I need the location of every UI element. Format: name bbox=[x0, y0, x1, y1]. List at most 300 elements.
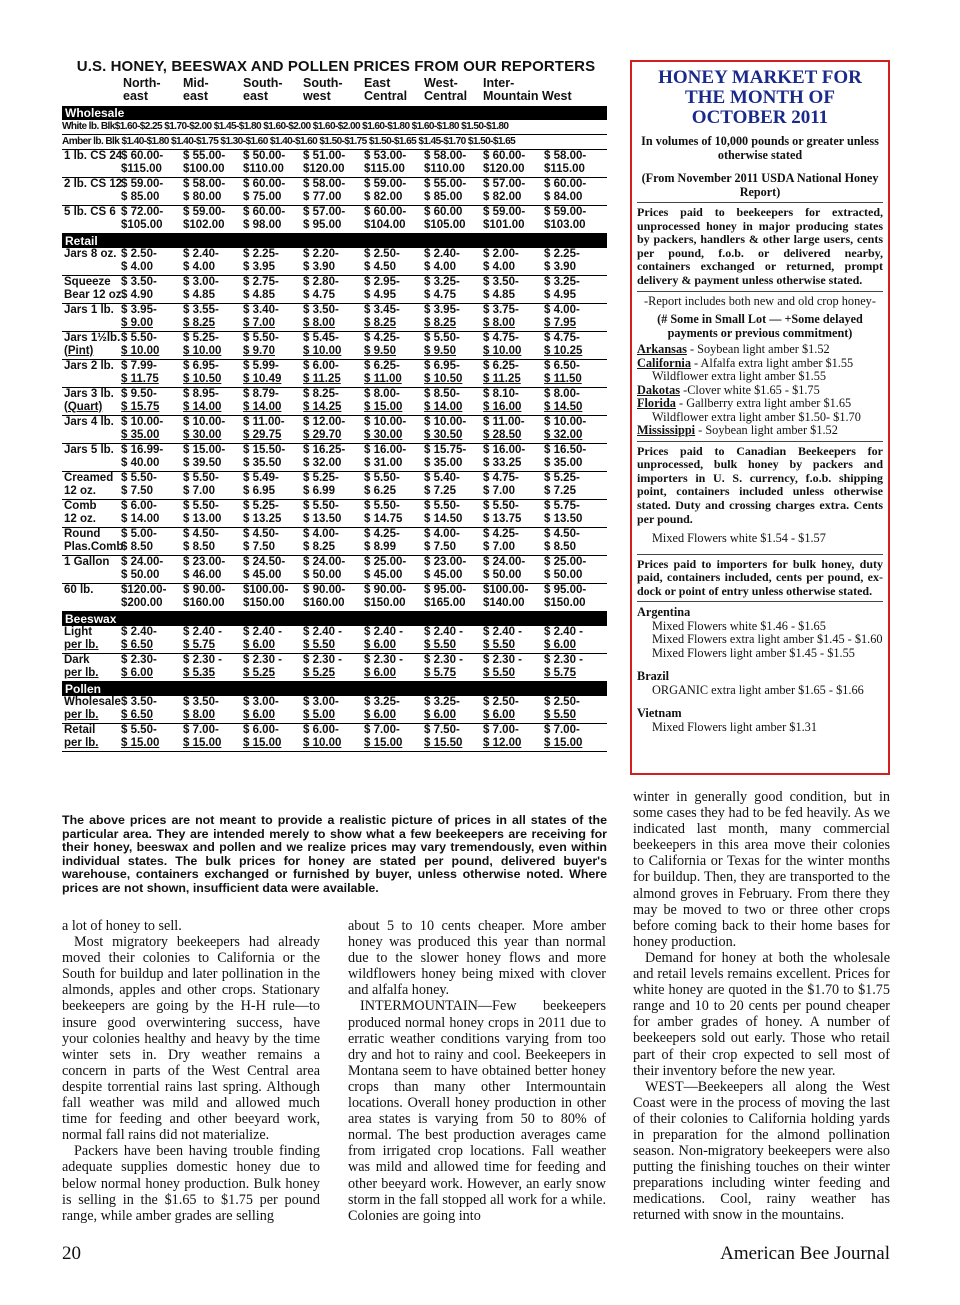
price-value: $110.00 bbox=[424, 162, 465, 175]
price-value: $ 59.00- bbox=[483, 206, 526, 218]
price-cell bbox=[483, 696, 519, 721]
price-value: $ 82.00 bbox=[483, 190, 522, 203]
price-value: $ 23.00- bbox=[424, 556, 467, 568]
price-value: $ 59.00- bbox=[121, 178, 164, 190]
table-row bbox=[62, 248, 607, 276]
price-value: $ 2.40 - bbox=[483, 626, 522, 638]
price-cell bbox=[424, 332, 460, 357]
region-header bbox=[183, 77, 209, 103]
table-row bbox=[62, 150, 607, 178]
price-value: $160.00 bbox=[183, 596, 225, 609]
price-cell bbox=[183, 416, 225, 441]
price-cell bbox=[121, 178, 163, 203]
price-value: $ 6.95- bbox=[183, 360, 219, 372]
price-cell bbox=[364, 248, 400, 273]
price-value: $ 5.50- bbox=[424, 500, 460, 512]
price-value: $ 5.50- bbox=[364, 500, 400, 512]
price-cell bbox=[424, 178, 466, 203]
price-cell bbox=[121, 388, 159, 413]
price-value: $ 2.95- bbox=[364, 276, 400, 288]
region-header bbox=[424, 77, 467, 103]
section-header-retail: Retail bbox=[62, 234, 607, 248]
row-label bbox=[64, 472, 113, 497]
price-value: $ 5.50- bbox=[243, 332, 279, 344]
row-label-line: Jars 8 oz. bbox=[64, 248, 117, 260]
price-value: $ 2.50- bbox=[483, 696, 519, 708]
price-cell bbox=[483, 276, 519, 301]
price-cell bbox=[183, 528, 219, 553]
row-label-line: Wholesale bbox=[64, 696, 121, 708]
price-value: $ 5.40- bbox=[424, 472, 460, 484]
price-value: $ 3.00- bbox=[243, 696, 279, 708]
price-cell bbox=[424, 150, 466, 175]
price-value: $ 60.00- bbox=[544, 178, 587, 190]
price-table bbox=[62, 106, 607, 752]
market-state-entry bbox=[637, 384, 883, 398]
price-value: $ 60.00- bbox=[121, 150, 164, 162]
price-cell bbox=[424, 500, 462, 525]
price-value: $ 2.75- bbox=[243, 276, 279, 288]
price-cell bbox=[544, 472, 580, 497]
row-label-line: 12 oz. bbox=[64, 484, 96, 497]
price-value: $ 6.95- bbox=[424, 360, 460, 372]
price-value: $ 60.00- bbox=[483, 150, 526, 162]
price-cell bbox=[544, 248, 580, 273]
price-value: $ 3.25- bbox=[424, 276, 460, 288]
price-value: $ 7.00 bbox=[183, 484, 215, 497]
price-value: $ 4.25- bbox=[364, 332, 400, 344]
price-cell bbox=[303, 556, 345, 581]
price-cell bbox=[483, 584, 528, 609]
price-value: $ 3.50- bbox=[183, 696, 219, 708]
price-cell bbox=[243, 472, 279, 497]
price-value: $ 6.00 bbox=[483, 708, 515, 721]
price-value: $ 14.50 bbox=[544, 400, 583, 413]
section-header-wholesale: Wholesale bbox=[62, 106, 607, 120]
state-price: Wildflower extra light amber $1.50- $1.70 bbox=[652, 409, 861, 424]
price-value: $104.00 bbox=[364, 218, 406, 231]
price-value: $ 35.50 bbox=[243, 456, 282, 469]
price-value: $ 33.25 bbox=[483, 456, 522, 469]
price-value: $ 4.00 bbox=[483, 260, 515, 273]
price-value: $ 8.95- bbox=[183, 388, 219, 400]
row-label-line: Jars 3 lb. bbox=[64, 388, 114, 400]
price-value: $ 8.25- bbox=[303, 388, 339, 400]
price-value: $ 14.00 bbox=[121, 512, 160, 525]
price-cell bbox=[121, 654, 157, 679]
state-price: - Alfalfa extra light amber $1.55 bbox=[690, 355, 854, 370]
price-value: $ 6.00- bbox=[303, 724, 339, 736]
price-value: $ 3.90 bbox=[544, 260, 576, 273]
price-value: $ 7.00- bbox=[183, 724, 219, 736]
price-value: $ 5.45- bbox=[303, 332, 339, 344]
price-value: $ 7.00- bbox=[544, 724, 580, 736]
price-cell bbox=[364, 626, 403, 651]
market-report-note: -Report includes both new and old crop honey- bbox=[644, 293, 876, 308]
price-value: $ 5.49- bbox=[243, 472, 279, 484]
section-header-pollen: Pollen bbox=[62, 682, 607, 696]
price-value: $ 2.00- bbox=[483, 248, 519, 260]
price-cell bbox=[544, 332, 582, 357]
price-cell bbox=[544, 416, 586, 441]
price-value: $ 2.25- bbox=[243, 248, 279, 260]
price-value: $ 10.25 bbox=[544, 344, 583, 357]
row-label-line: Squeeze bbox=[64, 276, 111, 288]
price-value: $ 6.00 bbox=[364, 708, 396, 721]
price-cell bbox=[424, 206, 466, 231]
row-label-line: Jars 1½lb. bbox=[64, 332, 121, 344]
price-value: $ 5.75- bbox=[544, 500, 580, 512]
price-value: $200.00 bbox=[121, 596, 163, 609]
price-value: $115.00 bbox=[121, 162, 162, 175]
price-cell bbox=[483, 416, 525, 441]
price-value: $ 10.50 bbox=[183, 372, 222, 385]
price-cell bbox=[483, 332, 521, 357]
price-cell bbox=[544, 528, 580, 553]
price-value: $ 50.00 bbox=[303, 568, 342, 581]
price-value: $ 98.00 bbox=[243, 218, 282, 231]
price-cell bbox=[243, 654, 282, 679]
price-value: $ 6.95 bbox=[243, 484, 275, 497]
price-cell bbox=[303, 332, 341, 357]
market-importer-prices: Prices paid to importers for bulk honey, duty paid, containers included, cents per pound, ex-dock or point of entry unless otherwise stated. bbox=[637, 556, 883, 598]
price-value: $ 6.50- bbox=[544, 360, 580, 372]
price-cell bbox=[121, 584, 166, 609]
price-value: $ 2.40 - bbox=[424, 626, 463, 638]
price-value: $ 15.00 bbox=[364, 400, 403, 413]
price-value: $ 6.00 bbox=[364, 638, 396, 651]
market-state-entry bbox=[637, 411, 883, 425]
price-value: $ 14.75 bbox=[364, 512, 403, 525]
price-cell bbox=[364, 500, 402, 525]
price-value: $ 8.00- bbox=[364, 388, 400, 400]
price-cell bbox=[243, 444, 285, 469]
price-cell bbox=[544, 304, 580, 329]
region-header-line: east bbox=[183, 89, 209, 103]
price-cell bbox=[121, 360, 159, 385]
price-value: $ 6.00 bbox=[364, 666, 396, 679]
price-value: $ 29.70 bbox=[303, 428, 342, 441]
price-value: $ 5.35 bbox=[183, 666, 215, 679]
row-label-line: 12 oz. bbox=[64, 512, 96, 525]
region-header-line: east bbox=[243, 89, 269, 103]
price-value: $ 11.00 bbox=[364, 372, 402, 385]
pollen-rows bbox=[62, 696, 607, 752]
price-cell bbox=[364, 556, 406, 581]
price-cell bbox=[364, 444, 406, 469]
price-cell bbox=[364, 654, 403, 679]
price-value: $ 3.45- bbox=[364, 304, 400, 316]
price-value: $ 8.00 bbox=[483, 316, 515, 329]
price-cell bbox=[424, 304, 460, 329]
price-value: $ 15.75- bbox=[424, 444, 467, 456]
price-value: $ 16.50- bbox=[544, 444, 587, 456]
price-value: $165.00 bbox=[424, 596, 466, 609]
price-value: $ 45.00 bbox=[364, 568, 403, 581]
price-cell bbox=[364, 276, 400, 301]
price-table-title: U.S. HONEY, BEESWAX AND POLLEN PRICES FROM OUR REPORTERS bbox=[76, 58, 596, 75]
price-value: $ 11.50 bbox=[544, 372, 582, 385]
wholesale-rows bbox=[62, 150, 607, 234]
price-value: $ 23.00- bbox=[183, 556, 226, 568]
market-state-entry bbox=[637, 357, 883, 371]
region-header-line: East bbox=[364, 76, 391, 90]
price-value: $ 2.30 - bbox=[544, 654, 583, 666]
price-value: $ 3.50- bbox=[121, 276, 157, 288]
price-cell bbox=[544, 178, 586, 203]
price-cell bbox=[483, 360, 521, 385]
region-header-line: Central bbox=[364, 89, 408, 103]
market-state-entry bbox=[637, 343, 883, 357]
table-row bbox=[62, 472, 607, 500]
price-value: $ 24.00- bbox=[303, 556, 346, 568]
white-bulk-row: White lb. Blk$1.60-$2.25 $1.70-$2.00 $1.45-$1.80 $1.60-$2.00 $1.60-$2.00 $1.60-$1.80 $1.60-$1.80 $1.50-$1.80 bbox=[62, 120, 607, 135]
article-paragraph: WEST—Beekeepers all along the West Coast were in the process of moving the last of their colonies to California holding yards in preparation for the almond pollination season. Non-migratory beekeepers were also putting the finishing touches on their winter preparations including winter feeding and medications. Cool, rainy weather has returned with snow in the mountains. bbox=[633, 1078, 890, 1224]
price-value: $ 5.25 bbox=[303, 666, 335, 679]
price-cell bbox=[544, 276, 580, 301]
price-value: $ 58.00- bbox=[303, 178, 346, 190]
price-cell bbox=[243, 276, 279, 301]
price-value: $ 13.75 bbox=[483, 512, 522, 525]
price-value: $ 12.00- bbox=[303, 416, 346, 428]
price-value: $ 25.00- bbox=[544, 556, 587, 568]
price-cell bbox=[544, 584, 586, 609]
price-cell bbox=[483, 654, 522, 679]
country-name: Vietnam bbox=[637, 706, 682, 721]
table-row bbox=[62, 724, 607, 752]
price-value: $ 5.50- bbox=[424, 332, 460, 344]
table-row bbox=[62, 528, 607, 556]
price-cell bbox=[121, 332, 159, 357]
region-header bbox=[243, 77, 283, 103]
price-value: $ 10.00 bbox=[303, 736, 342, 749]
price-value: $ 57.00- bbox=[303, 206, 346, 218]
price-value: $ 45.00 bbox=[424, 568, 463, 581]
price-cell bbox=[121, 556, 163, 581]
price-value: $ 6.25 bbox=[364, 484, 396, 497]
price-cell bbox=[544, 556, 586, 581]
price-value: $ 80.00 bbox=[183, 190, 222, 203]
divider bbox=[637, 554, 883, 555]
table-row bbox=[62, 332, 607, 360]
row-label bbox=[64, 654, 99, 679]
price-value: $ 4.75 bbox=[424, 288, 456, 301]
price-cell bbox=[364, 206, 406, 231]
price-value: $ 8.79- bbox=[243, 388, 279, 400]
market-us-prices: Prices paid to beekeepers for extracted, unprocessed honey in major producing states by packers, handlers & other large users, cents per pound, f.o.b. or delivered nearby, containers exchanged or returned, prompt delivery & payment unless otherwise stated. bbox=[637, 205, 883, 287]
price-cell bbox=[183, 304, 219, 329]
price-value: $ 50.00- bbox=[243, 150, 286, 162]
price-cell bbox=[303, 584, 345, 609]
divider bbox=[637, 291, 883, 292]
divider bbox=[637, 202, 883, 203]
price-value: $ 2.30- bbox=[121, 654, 157, 666]
price-value: $120.00 bbox=[483, 162, 525, 175]
price-value: $ 4.50- bbox=[183, 528, 219, 540]
price-value: $ 14.00 bbox=[183, 400, 222, 413]
price-value: $ 7.00 bbox=[483, 540, 515, 553]
price-value: $ 13.00 bbox=[183, 512, 222, 525]
price-value: $ 9.50- bbox=[121, 388, 157, 400]
price-value: $ 3.25- bbox=[364, 696, 400, 708]
price-cell bbox=[121, 150, 163, 175]
price-value: $ 16.00- bbox=[483, 444, 526, 456]
price-value: $102.00 bbox=[183, 218, 225, 231]
price-value: $ 8.00- bbox=[544, 388, 580, 400]
price-value: $ 11.00- bbox=[243, 416, 285, 428]
price-cell bbox=[483, 444, 525, 469]
row-label-line: per lb. bbox=[64, 736, 99, 749]
country-price: ORGANIC extra light amber $1.65 - $1.66 bbox=[652, 682, 864, 697]
state-price: - Soybean light amber $1.52 bbox=[686, 342, 830, 357]
state-price: - Gallberry extra light amber $1.65 bbox=[675, 396, 852, 411]
price-value: $ 60.00 bbox=[424, 206, 463, 218]
article-paragraph: a lot of honey to sell. bbox=[62, 918, 182, 934]
price-cell bbox=[243, 500, 281, 525]
price-cell bbox=[303, 444, 345, 469]
price-cell bbox=[183, 360, 221, 385]
price-cell bbox=[183, 556, 225, 581]
price-value: $ 16.25- bbox=[303, 444, 346, 456]
price-value: $ 50.00 bbox=[121, 568, 160, 581]
market-canada-item: Mixed Flowers white $1.54 - $1.57 bbox=[652, 531, 826, 546]
price-value: $100.00- bbox=[483, 584, 529, 596]
price-value: $ 8.50 bbox=[544, 540, 576, 553]
price-cell bbox=[364, 304, 400, 329]
price-value: $ 5.50- bbox=[183, 472, 219, 484]
price-value: $ 58.00- bbox=[424, 150, 467, 162]
article-paragraph: Packers have been having trouble finding adequate supplies domestic honey due to below normal honey production. Bulk honey is selling in the $1.65 to $1.75 per pound range, while amber grades are selling bbox=[62, 1143, 320, 1224]
price-value: $ 2.30 - bbox=[424, 654, 463, 666]
price-value: $ 72.00- bbox=[121, 206, 164, 218]
price-cell bbox=[544, 388, 582, 413]
price-value: $ 77.00 bbox=[303, 190, 342, 203]
country-price: Mixed Flowers light amber $1.31 bbox=[652, 719, 817, 734]
price-value: $ 7.50 bbox=[424, 540, 456, 553]
price-value: $ 2.40 - bbox=[183, 626, 222, 638]
price-value: $ 6.99 bbox=[303, 484, 335, 497]
price-value: $ 6.00 bbox=[243, 638, 275, 651]
price-value: $ 35.00 bbox=[424, 456, 463, 469]
price-cell bbox=[303, 304, 339, 329]
price-value: $ 15.50- bbox=[243, 444, 286, 456]
price-value: $ 6.00 bbox=[243, 708, 275, 721]
price-cell bbox=[121, 416, 163, 441]
row-label bbox=[64, 360, 114, 373]
region-header bbox=[483, 77, 572, 103]
price-cell bbox=[121, 626, 157, 651]
row-label-line: Creamed bbox=[64, 472, 114, 484]
article-paragraph: Demand for honey at both the wholesale and retail levels remains excellent. Prices for white honey are quoted in the $1.70 to $1.75 range and 10 to 20 cents per pound cheaper for amber grades of honey. A number of beekeepers sold out early. Those who retail part of their crop expected to sell most of their inventory before the new year. bbox=[633, 949, 890, 1079]
price-value: $ 8.25 bbox=[424, 316, 456, 329]
price-value: $ 24.00- bbox=[483, 556, 526, 568]
region-header-line: Mountain West bbox=[483, 89, 572, 103]
price-value: $ 46.00 bbox=[183, 568, 222, 581]
price-value: $ 11.25 bbox=[303, 372, 341, 385]
price-cell bbox=[183, 696, 219, 721]
price-value: $ 4.95 bbox=[544, 288, 576, 301]
market-country-list bbox=[637, 606, 883, 734]
price-value: $ 5.25- bbox=[243, 500, 279, 512]
price-cell bbox=[243, 332, 279, 357]
price-value: $ 5.50 bbox=[483, 666, 515, 679]
price-value: $ 6.00- bbox=[121, 500, 157, 512]
honey-market-box bbox=[630, 60, 890, 775]
state-price: - Soybean light amber $1.52 bbox=[695, 423, 838, 438]
price-cell bbox=[424, 696, 460, 721]
price-cell bbox=[183, 472, 219, 497]
price-value: $ 5.00- bbox=[121, 528, 157, 540]
price-cell bbox=[424, 724, 462, 749]
price-value: $ 8.00 bbox=[183, 708, 215, 721]
divider bbox=[637, 441, 883, 442]
row-label bbox=[64, 724, 99, 749]
price-value: $ 7.50 bbox=[121, 484, 153, 497]
price-cell bbox=[303, 248, 339, 273]
price-cell bbox=[243, 556, 285, 581]
price-cell bbox=[483, 178, 525, 203]
region-header-line: Mid- bbox=[183, 76, 209, 90]
price-value: $ 59.00- bbox=[544, 206, 587, 218]
price-value: $ 3.50- bbox=[303, 304, 339, 316]
region-header-line: South- bbox=[303, 76, 343, 90]
price-value: $ 4.00 bbox=[183, 260, 215, 273]
price-value: $ 9.50 bbox=[364, 344, 396, 357]
price-value: $ 7.25 bbox=[424, 484, 456, 497]
price-value: $ 9.00 bbox=[121, 316, 153, 329]
price-cell bbox=[544, 206, 586, 231]
price-value: $ 10.00 bbox=[121, 344, 160, 357]
price-cell bbox=[424, 654, 463, 679]
price-cell bbox=[364, 388, 402, 413]
price-cell bbox=[183, 724, 221, 749]
row-label-line: 60 lb. bbox=[64, 584, 94, 596]
price-value: $ 5.00 bbox=[303, 708, 335, 721]
price-value: $ 15.75 bbox=[121, 400, 160, 413]
price-value: $ 82.00 bbox=[364, 190, 403, 203]
price-cell bbox=[364, 332, 400, 357]
price-cell bbox=[121, 444, 163, 469]
price-cell bbox=[121, 724, 159, 749]
table-row bbox=[62, 388, 607, 416]
price-value: $ 14.00 bbox=[243, 400, 282, 413]
price-cell bbox=[243, 248, 279, 273]
price-cell bbox=[121, 304, 157, 329]
price-value: $ 4.00- bbox=[303, 528, 339, 540]
price-value: $ 5.25- bbox=[544, 472, 580, 484]
state-price: Wildflower extra light amber $1.55 bbox=[652, 369, 826, 384]
price-value: $ 5.99- bbox=[243, 360, 279, 372]
price-cell bbox=[424, 360, 462, 385]
price-value: $ 2.50- bbox=[121, 248, 157, 260]
price-value: $ 4.75- bbox=[483, 472, 519, 484]
price-cell bbox=[364, 528, 400, 553]
price-value: $ 7.50 bbox=[243, 540, 275, 553]
price-value: $ 60.00- bbox=[243, 206, 286, 218]
price-cell bbox=[243, 304, 279, 329]
price-cell bbox=[544, 696, 580, 721]
table-row bbox=[62, 500, 607, 528]
price-value: $ 3.00- bbox=[183, 276, 219, 288]
price-value: $ 2.40 - bbox=[544, 626, 583, 638]
price-value: $ 60.00- bbox=[243, 178, 286, 190]
price-cell bbox=[303, 206, 345, 231]
price-value: $ 15.00 bbox=[121, 736, 160, 749]
price-value: $ 13.50 bbox=[303, 512, 342, 525]
page-number: 20 bbox=[62, 1243, 81, 1264]
country-price: Mixed Flowers white $1.46 - $1.65 bbox=[652, 618, 826, 633]
price-value: $ 2.40- bbox=[183, 248, 219, 260]
